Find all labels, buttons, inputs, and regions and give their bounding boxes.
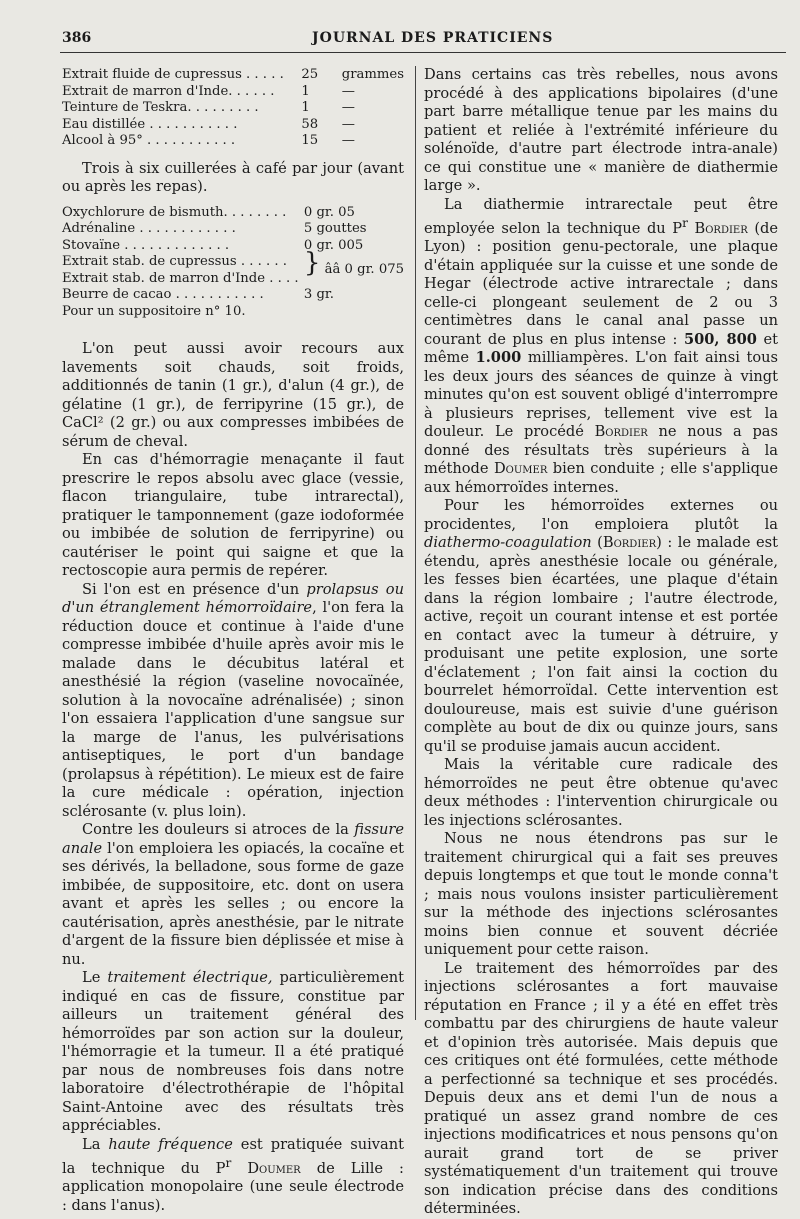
ingredient-qty: 25 — [301, 67, 319, 82]
bold-value: 1.000 — [475, 349, 522, 367]
italic-term: traitement électrique, — [107, 969, 273, 986]
header-rule — [60, 52, 786, 53]
text-run: bien conduite ; elle s'applique aux hémorroïdes internes. — [424, 460, 778, 496]
formula-row — [62, 67, 404, 84]
left-column — [62, 66, 404, 1215]
text-run: milliampères. L'on fait ainsi tous les deux jours des séances de quinze à vingt minutes qu'on est souvent obligé d'interrompre à plusieurs reprises, tellement vive est la douleur. Le procédé — [424, 349, 779, 441]
text-run: de Lille : application monopolaire (une seule électrode : dans l'anus). — [62, 1159, 404, 1214]
ingredient-name: Adrénaline . . . . . . . . . . . . — [62, 221, 236, 236]
formula-row — [62, 221, 404, 238]
text-run: Pour les hémorroïdes externes ou procidentes, l'on emploiera plutôt la — [424, 497, 778, 533]
ingredient-name: Extrait fluide de cupressus . . . . . — [62, 67, 284, 82]
author-name: Doumer — [493, 460, 548, 478]
formula-row — [62, 84, 404, 101]
paragraph: Nous ne nous étendrons pas sur le traitement chirurgical qui a fait ses preuves depuis longtemps et que tout le monde conna't ; mais nous voulons insister particulièrement sur la méthode des injections sclérosantes moins bien connue et souvent décriée uniquement pour cette raison. — [424, 830, 778, 959]
ingredient-name: Extrait de marron d'Inde. . . . . . — [62, 83, 275, 99]
text-run: La — [82, 1135, 109, 1153]
ingredient-qty: 0 gr. 005 — [303, 237, 364, 253]
page-header — [62, 30, 786, 50]
italic-term: haute fréquence — [108, 1135, 233, 1153]
formula-row — [62, 133, 404, 150]
paragraph: Le traitement des hémorroïdes par des injections sclérosantes a fort mauvaise réputation en France ; il y a été en effet très combattu par des chirurgiens de haute valeur et d'opinion très autorisée. Mais depuis que ces critiques ont été formulées, cette méthode a perfectionné sa technique et ses procédés. Depuis deux ans et demi l'un de nous a pratiqué un assez grand nombre de ces injections modificatrices et nous pensons qu'on aurait grand tort de se priver systématiquement d'un traitement qui trouve son indication précise dans des conditions déterminées. — [424, 959, 778, 1218]
ingredient-name: Oxychlorure de bismuth. . . . . . . . — [62, 204, 287, 220]
text-run: La diathermie intrarectale peut être employée selon la technique du P — [424, 195, 778, 237]
text-run: (de Lyon) : position genu-pectorale, une plaque d'étain appliquée sur la cuisse et une sonde de Hegar (électrode active intrarectale ; dans celle-ci plongeant seulement de 2 ou 3 centimètres dans le canal anal passe un courant de plus en plus intense : — [424, 219, 778, 348]
formula-footer: Pour un suppositoire n° 10. — [62, 303, 246, 319]
formula-row — [62, 100, 404, 117]
paragraph: Mais la véritable cure radicale des hémorroïdes ne peut être obtenue qu'avec deux méthodes : l'intervention chirurgicale ou les injections sclérosantes. — [424, 756, 778, 829]
ingredient-qty: 1 — [301, 100, 310, 115]
text-run: , l'on fera la réduction douce et continue à l'aide d'une compresse imbibée d'huile après avoir mis le malade dans le décubitus latéral et anesthésié la région (vaseline novocaïnée, solution à la novocaïne adrénalisée) ; sinon l'on essaiera l'application d'une sangsue sur la marge de l'anus, les pulvérisations antiseptiques, le port d'un bandage (prolapsus à répétition). Le mieux est de faire la cure médicale : opération, injection sclérosante (v. plus loin). — [62, 599, 404, 820]
text-run: et même — [424, 330, 779, 367]
text-run: particulièrement indiqué en cas de fissure, constitue par ailleurs un traitement général des hémorroïdes par son action sur la douleur, l'hémorragie et la tumeur. Il a été pratiqué par nous de nombreuses fois dans notre laboratoire d'électrothérapie de l'hôpital Saint-Antoine avec des résultats très appréciables. — [62, 969, 405, 1134]
ingredient-name: Extrait stab. de cupressus . . . . . . — [62, 254, 287, 269]
paragraph: En cas d'hémorragie menaçante il faut prescrire le repos absolu avec glace (vessie, flacon triangulaire, tube intrarectal), pratiquer le tamponnement (gaze iodoformée ou imbibée de solution de ferripyrine) ou cautériser le point qui saigne et que la rectoscopie aura permis de repérer. — [62, 451, 404, 579]
running-title: JOURNAL DES PRATICIENS — [312, 30, 554, 46]
formula-two — [62, 205, 404, 321]
ingredient-name: Alcool à 95° . . . . . . . . . . . — [62, 133, 236, 148]
author-name: Bordier — [594, 423, 648, 441]
paragraph — [62, 1136, 404, 1216]
ingredient-name: Teinture de Teskra. . . . . . . . . — [62, 100, 259, 115]
brace-glyph: } — [303, 248, 321, 278]
text-run: l'on emploiera les opiacés, la cocaïne et ses dérivés, la belladone, sous forme de gaze imbibée, de suppositoire, etc. dont on usera avant et après les selles ; ou encore la cautérisation, après anesthésie, par le nitrate d'argent de la fissure bien déplissée et mise à nu. — [62, 839, 404, 968]
ingredient-unit: — — [341, 83, 355, 99]
ingredient-name: Stovaïne . . . . . . . . . . . . . — [62, 237, 230, 253]
dosage-text: Trois à six cuillerées à café par jour (avant ou après les repas). — [62, 159, 404, 195]
formula-row — [62, 238, 404, 255]
text-run: ) : le malade est étendu, après anesthésie locale ou générale, les fesses bien écartées, une plaque d'étain dans la région lombaire ; l'autre électrode, active, reçoit un courant intense et est portée en contact avec la tumeur à détruire, y produisant une petite explosion, une sorte d'éclatement ; l'on fait ainsi la coction du bourrelet hémorroïdal. Cette intervention est douloureuse, mais est suivie d'une guérison complète au bout de dix ou quinze jours, sans qu'il se produise jamais aucun accident. — [424, 534, 778, 755]
paragraph: Dans certains cas très rebelles, nous avons procédé à des applications bipolaires (d'une part barre métallique tenue par les mains du patient et reliée à l'extrémité inférieure du solénoïde, d'autre part électrode intra-anale) ce qui constitue une « manière de diathermie large ». — [424, 66, 778, 194]
ingredient-unit: grammes — [341, 67, 404, 82]
formula-row — [62, 117, 404, 134]
text-run: Le — [82, 969, 108, 986]
italic-term: prolapsus ou d'un étranglement hémorroïdaire — [62, 580, 404, 616]
italic-term: fissure anale — [62, 821, 404, 857]
text-run: ( — [591, 534, 603, 552]
superscript: r — [225, 1156, 232, 1170]
formula-row — [62, 287, 404, 304]
ingredient-unit: — — [341, 100, 355, 115]
paragraph: L'on peut aussi avoir recours aux lavements soit chauds, soit froids, additionnés de tanin (1 gr.), d'alun (4 gr.), de gélatine (1 gr.), de ferripyrine (15 gr.), de CaCl² (2 gr.) ou aux compresses imbibées de sérum de cheval. — [62, 340, 404, 450]
right-column — [424, 66, 778, 1219]
text-run: ne nous a pas donné des résultats très supérieurs à la méthode — [424, 423, 778, 478]
braced-qty — [302, 248, 404, 287]
bold-value: 500, 800 — [683, 330, 757, 348]
formula-row — [62, 304, 404, 321]
formula-one — [62, 67, 404, 150]
ingredient-name: Beurre de cacao . . . . . . . . . . . — [62, 287, 264, 302]
paragraph — [62, 821, 404, 969]
ingredient-qty: 58 — [301, 116, 319, 132]
text-run: est pratiquée suivant la technique du P — [62, 1135, 404, 1177]
formula-row — [62, 254, 404, 271]
paragraph — [424, 497, 778, 756]
page-number: 386 — [62, 30, 92, 46]
ingredient-qty: 1 — [301, 83, 310, 99]
paragraph — [424, 196, 778, 498]
ingredient-qty: ââ 0 gr. 075 — [324, 262, 404, 277]
text-run: Contre les douleurs si atroces de la — [82, 821, 355, 838]
author-name: Bordier — [694, 219, 748, 237]
ingredient-unit: — — [341, 116, 355, 132]
column-divider — [415, 66, 416, 1020]
ingredient-qty: 5 gouttes — [303, 221, 367, 236]
author-name: Bordier — [602, 534, 657, 552]
ingredient-qty: 3 gr. — [303, 287, 334, 302]
superscript: r — [682, 216, 688, 230]
ingredient-name: Extrait stab. de marron d'Inde . . . . — [62, 270, 299, 286]
formula-row — [62, 205, 404, 222]
text-run: Si l'on est en présence d'un — [82, 580, 307, 598]
ingredient-qty: 0 gr. 05 — [303, 204, 355, 220]
italic-term: diathermo-coagulation — [424, 534, 592, 552]
paragraph — [62, 581, 404, 822]
paragraph — [62, 969, 404, 1136]
ingredient-name: Eau distillée . . . . . . . . . . . — [62, 116, 238, 132]
author-name: Doumer — [247, 1159, 301, 1177]
ingredient-qty: 15 — [301, 133, 319, 148]
ingredient-unit: — — [341, 133, 355, 148]
